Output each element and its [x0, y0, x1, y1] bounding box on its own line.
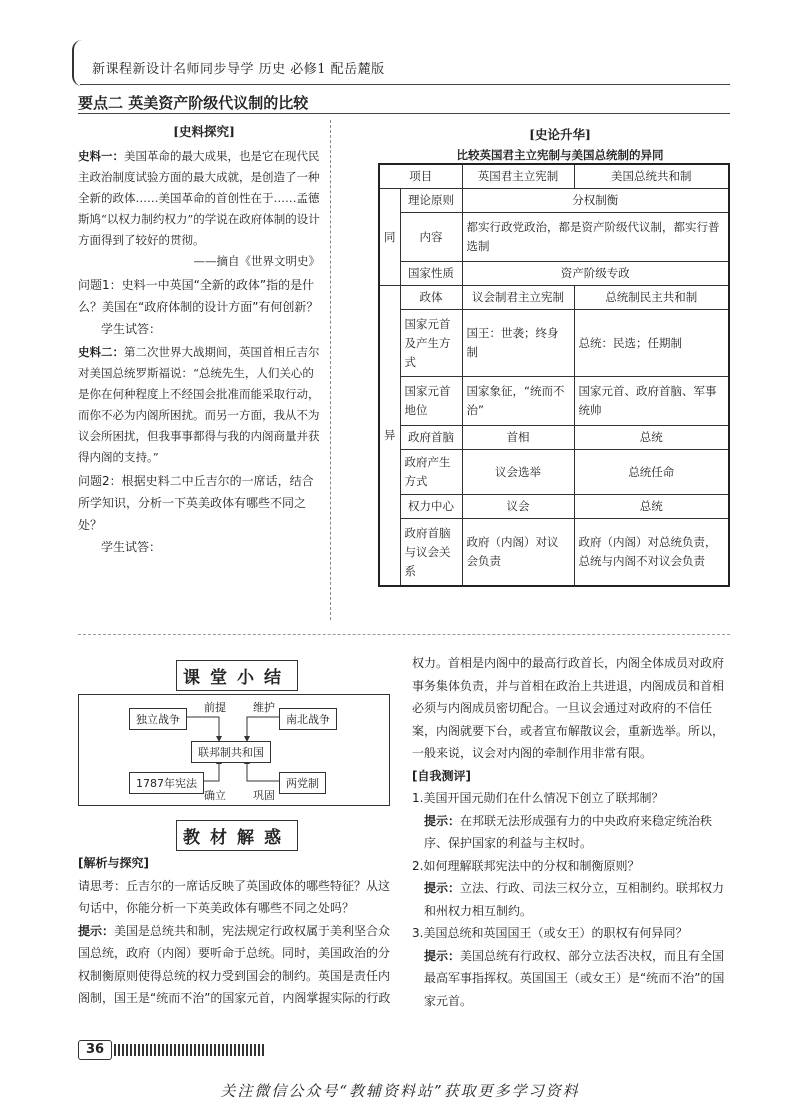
self-test-title: [自我测评] — [412, 768, 471, 783]
a2-label: 提示： — [424, 881, 461, 895]
box-civil-war: 南北战争 — [279, 708, 337, 730]
table-heading — [390, 125, 730, 163]
table-row — [379, 377, 729, 426]
page-number-bar — [78, 1040, 268, 1060]
self-test-q2: 2.如何理解联邦宪法中的分权和制衡原则？ — [412, 858, 640, 873]
continued-text: 权力。首相是内阁中的最高行政首长，内阁全体成员对政府事务集体负责，并与首相在政治上共进退，内阁成员和首相必须与内阁成员密切配合。一旦议会通过对政府的不信任案，内阁就要下台，或者宣布解散议会，重新选举。所以，一般来说，议会对内阁的牵制作用非常有限。 — [412, 656, 725, 760]
table-row — [379, 213, 729, 262]
textbook-tip — [78, 920, 398, 1010]
textbook-banner: 教材解惑 — [176, 820, 298, 851]
row-item: 政府首脑 — [400, 426, 462, 450]
row-item: 政府产生方式 — [400, 450, 462, 495]
header-item: 项目 — [379, 164, 462, 189]
footer-watermark: 关注微信公众号“教辅资料站”获取更多学习资料 — [220, 1082, 580, 1100]
row-item: 政府首脑与议会关系 — [400, 519, 462, 587]
source-one-text: 美国革命的最大成果，也是它在现代民主政治制度试验方面的最大成就，是创造了一种全新的政体……美国革命的首创性在于……孟德斯鸠“以权力制约权力”的学说在政府体制的设计方面得到了较好的贯彻。 — [78, 149, 320, 247]
source-exploration — [78, 120, 331, 620]
row-item: 权力中心 — [400, 495, 462, 519]
label-establish: 确立 — [204, 789, 226, 802]
source-one — [78, 146, 330, 251]
row-us: 总统 — [574, 426, 729, 450]
attempt-one: 学生试答： — [101, 322, 162, 336]
source-two — [78, 342, 330, 468]
section-divider — [78, 634, 730, 635]
row-item: 国家元首及产生方式 — [400, 310, 462, 377]
running-header: 新课程新设计名师同步导学 历史 必修1 配岳麓版 — [92, 62, 385, 77]
tip-text: 美国是总统共和制，宪法规定行政权属于美利坚合众国总统，政府（内阁）要听命于总统。同时，美国政治的分权制衡原则使得总统的权力受到国会的制约。英国是责任内阁制，国王是“统而不治”的国家元首，内阁掌握实际的行政 — [78, 923, 391, 1005]
box-constitution-1787: 1787年宪法 — [129, 772, 204, 794]
label-consolidate: 巩固 — [253, 789, 275, 802]
row-us: 总统：民选；任期制 — [574, 310, 729, 377]
row-uk: 国王：世袭；终身制 — [462, 310, 574, 377]
textbook-question: 请思考：丘吉尔的一席话反映了英国政体的哪些特征？从这句话中，你能分析一下英美政体有哪些不同之处吗？ — [78, 878, 391, 915]
box-federal-republic: 联邦制共和国 — [191, 741, 271, 763]
header-bracket — [72, 40, 88, 86]
table-row — [379, 450, 729, 495]
label-premise: 前提 — [204, 701, 226, 714]
row-value: 分权制衡 — [462, 189, 729, 213]
textbook-explanation — [78, 852, 398, 1010]
source-subtitle: [史料探究] — [173, 124, 235, 139]
header-us: 美国总统共和制 — [574, 164, 729, 189]
header-rule — [80, 84, 730, 85]
row-item: 内容 — [400, 213, 462, 262]
source-two-label: 史料二： — [78, 345, 124, 359]
self-test-a1 — [412, 810, 730, 855]
table-title: 比较英国君主立宪制与美国总统制的异同 — [456, 148, 664, 162]
row-us: 总统任命 — [574, 450, 729, 495]
table-subtitle: [史论升华] — [529, 127, 591, 142]
row-item: 理论原则 — [400, 189, 462, 213]
attempt-two: 学生试答： — [101, 540, 162, 554]
self-test-a2 — [412, 877, 730, 922]
row-item: 国家元首地位 — [400, 377, 462, 426]
source-two-text: 第二次世界大战期间，英国首相丘吉尔对美国总统罗斯福说：“总统先生，人们关心的是你在何种程度上不经国会批准而能采取行动，而你不必为内阁所困扰。而另一方面，我从不为议会所困扰，但我事事都得与我的内阁商量并获得内阁的支持。” — [78, 345, 320, 464]
row-value: 都实行政党政治，都是资产阶级代议制，都实行普选制 — [462, 213, 729, 262]
summary-banner: 课堂小结 — [176, 660, 298, 691]
row-item: 国家性质 — [400, 262, 462, 286]
table-header-row — [379, 164, 729, 189]
row-us: 总统 — [574, 495, 729, 519]
table-row — [379, 426, 729, 450]
source-one-label: 史料一： — [78, 149, 124, 163]
a3-label: 提示： — [424, 948, 461, 963]
right-text — [412, 652, 730, 1012]
row-uk: 议会 — [462, 495, 574, 519]
section-title: 要点二 英美资产阶级代议制的比较 — [78, 94, 309, 112]
row-item: 政体 — [400, 286, 462, 310]
row-value: 资产阶级专政 — [462, 262, 729, 286]
row-uk: 首相 — [462, 426, 574, 450]
comparison-table — [378, 163, 730, 587]
box-independence-war: 独立战争 — [129, 708, 187, 730]
a3-text: 美国总统有行政权、部分立法否决权，而且有全国最高军事指挥权。英国国王（或女王）是“统而不治”的国家元首。 — [424, 948, 725, 1008]
question-two: 问题2：根据史料二中丘吉尔的一席话，结合所学知识，分析一下英美政体有哪些不同之处？ — [78, 474, 314, 532]
page-number: 36 — [78, 1040, 112, 1060]
a1-label: 提示： — [424, 813, 461, 828]
diff-label: 异 — [379, 286, 400, 587]
a1-text: 在邦联无法形成强有力的中央政府来稳定统治秩序、保护国家的利益与主权时。 — [424, 813, 713, 850]
table-row — [379, 262, 729, 286]
table-row — [379, 495, 729, 519]
tip-label: 提示： — [78, 923, 115, 938]
source-one-cite: ——摘自《世界文明史》 — [193, 254, 320, 268]
self-test-q3: 3.美国总统和英国国王（或女王）的职权有何异同？ — [412, 926, 688, 940]
header-uk: 英国君主立宪制 — [462, 164, 574, 189]
textbook-subtitle: [解析与探究] — [78, 856, 149, 870]
row-us: 总统制民主共和制 — [574, 286, 729, 310]
section-rule — [78, 113, 730, 114]
table-row — [379, 310, 729, 377]
box-two-party: 两党制 — [279, 772, 326, 794]
label-maintain: 维护 — [253, 701, 275, 714]
self-test-a3 — [412, 945, 730, 1013]
row-uk: 议会选举 — [462, 450, 574, 495]
same-label: 同 — [379, 189, 400, 286]
row-us: 国家元首、政府首脑、军事统帅 — [574, 377, 729, 426]
table-row — [379, 286, 729, 310]
table-row — [379, 189, 729, 213]
summary-diagram — [78, 694, 390, 806]
a2-text: 立法、行政、司法三权分立，互相制约。联邦权力和州权力相互制约。 — [424, 881, 725, 918]
row-uk: 国家象征，“统而不治” — [462, 377, 574, 426]
page-dots — [114, 1044, 264, 1056]
row-uk: 议会制君主立宪制 — [462, 286, 574, 310]
self-test-q1: 1.美国开国元勋们在什么情况下创立了联邦制？ — [412, 791, 664, 805]
question-one: 问题1：史料一中英国“全新的政体”指的是什么？美国在“政府体制的设计方面”有何创新？ — [78, 278, 319, 314]
row-us: 政府（内阁）对总统负责，总统与内阁不对议会负责 — [574, 519, 729, 587]
table-row — [379, 519, 729, 587]
row-uk: 政府（内阁）对议会负责 — [462, 519, 574, 587]
